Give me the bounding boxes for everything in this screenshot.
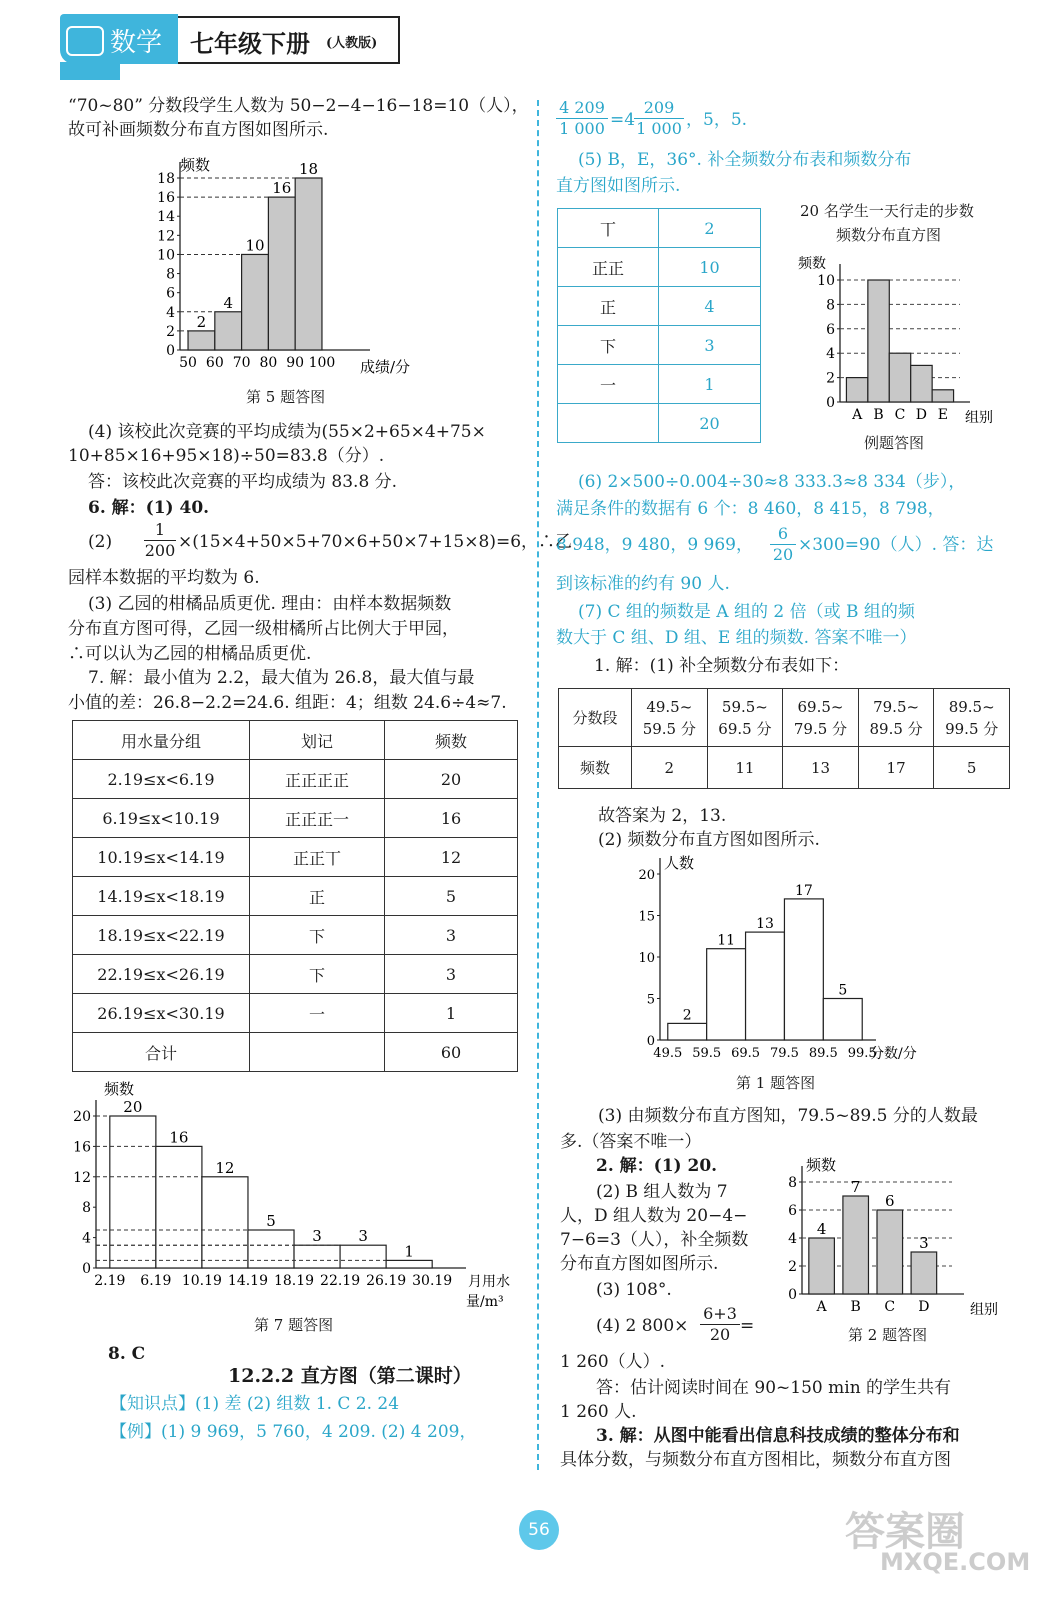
x-tick-label: B — [850, 1299, 861, 1315]
chart-title: 20 名学生一天行走的步数 — [800, 202, 974, 220]
y-tick-label: 12 — [157, 228, 175, 245]
text-line: (6) 2×500÷0.004÷30≈8 333.3≈8 334（步）， — [578, 472, 966, 492]
bar — [932, 390, 953, 402]
y-tick-label: 10 — [638, 951, 655, 966]
bar — [340, 1245, 386, 1268]
text-line: (2) — [88, 532, 113, 552]
y-tick-label: 6 — [788, 1203, 797, 1219]
bar — [868, 280, 889, 402]
x-tick-label: 6.19 — [140, 1273, 172, 1289]
x-tick-label: A — [852, 407, 863, 423]
y-tick-label: 8 — [788, 1175, 797, 1191]
y-tick-label: 0 — [826, 395, 835, 411]
bar-label: 11 — [717, 932, 736, 949]
text-line: 6. 解：(1) 40. — [88, 498, 210, 518]
bar-label: 20 — [123, 1098, 143, 1116]
x-tick-label: 79.5 — [769, 1046, 799, 1060]
x-tick-label: B — [873, 407, 884, 423]
x-tick-label: 26.19 — [366, 1273, 407, 1289]
fraction: 1 200 — [144, 520, 176, 560]
table-row: 20 — [558, 404, 761, 443]
text-line: “70~80” 分数段学生人数为 50−2−4−16−18=10（人）， — [68, 96, 529, 116]
text-line: (3) 由频数分布直方图知，79.5~89.5 分的人数最 — [598, 1106, 978, 1126]
bar-label: 7 — [850, 1178, 861, 1196]
text-line: (3) 乙园的柑橘品质更优. 理由：由样本数据频数 — [88, 594, 452, 614]
chart-title: 频数分布直方图 — [836, 226, 942, 244]
bar-label: 4 — [816, 1220, 827, 1238]
ylabel: 人数 — [664, 854, 695, 872]
bar-label: 2 — [196, 312, 207, 331]
table-row: 26.19≤x<30.19 一 1 — [73, 994, 518, 1033]
y-tick-label: 10 — [157, 247, 175, 264]
y-tick-label: 5 — [646, 992, 655, 1008]
bar — [809, 1238, 835, 1294]
x-tick-label: 80 — [259, 355, 278, 371]
x-tick-label: 30.19 — [412, 1273, 453, 1289]
chart-fig7 — [70, 1076, 530, 1316]
y-tick-label: 0 — [82, 1261, 91, 1277]
x-tick-label: E — [937, 407, 948, 423]
text-line: (3) 108°. — [596, 1280, 672, 1300]
x-tick-label: D — [915, 407, 928, 423]
bar — [668, 1023, 707, 1040]
xlabel: 组别 — [970, 1302, 998, 1318]
y-tick-label: 20 — [73, 1109, 91, 1125]
text-line: 故可补画频数分布直方图如图所示. — [68, 120, 329, 140]
bar-label: 18 — [299, 160, 319, 178]
bar-label: 12 — [215, 1158, 235, 1177]
table-row: 18.19≤x<22.19 下 3 — [73, 916, 518, 955]
text-line: ×(15×4+50×5+70×6+50×7+15×8)=6，∴乙 — [178, 532, 573, 552]
col-header: 划记 — [250, 721, 385, 760]
text-line: (2) 频数分布直方图如图所示. — [598, 830, 820, 850]
bar — [911, 1252, 937, 1294]
bar-label: 16 — [169, 1128, 189, 1147]
edition-label: (人教版) — [326, 36, 378, 51]
text-line: 【知识点】(1) 差 (2) 组数 1. C 2. 24 — [110, 1394, 400, 1414]
text-line: 1 260（人）. — [560, 1352, 666, 1372]
y-tick-label: 0 — [788, 1287, 797, 1303]
bar — [843, 1196, 869, 1294]
y-tick-label: 12 — [73, 1169, 91, 1186]
y-tick-label: 8 — [826, 297, 835, 314]
x-tick-label: 22.19 — [320, 1273, 361, 1289]
text-line: 园样本数据的平均数为 6. — [68, 568, 260, 588]
text-line: 1 260 人. — [560, 1402, 637, 1422]
bar — [386, 1260, 432, 1268]
chart-fig5 — [150, 150, 450, 380]
ylabel: 频数 — [180, 156, 211, 174]
text-line: (5) B，E，36°. 补全频数分布表和频数分布 — [578, 150, 912, 170]
bar — [202, 1177, 248, 1268]
ylabel: 频数 — [798, 256, 826, 272]
y-tick-label: 16 — [73, 1139, 91, 1156]
x-tick-label: 70 — [232, 355, 251, 371]
text-line: 数大于 C 组、D 组、E 组的频数. 答案不唯一） — [556, 628, 917, 648]
text-line: 2. 解：(1) 20. — [596, 1156, 718, 1176]
y-tick-label: 0 — [646, 1034, 655, 1049]
bar — [746, 932, 785, 1040]
y-tick-label: 20 — [638, 868, 655, 883]
text-line: (7) C 组的频数是 A 组的 2 倍（或 B 组的频 — [578, 602, 915, 622]
table-row: 一 1 — [558, 365, 761, 404]
text-line: 小值的差：26.8−2.2=24.6. 组距：4；组数 24.6÷4≈7. — [68, 693, 507, 713]
bar — [248, 1230, 294, 1268]
bar-label: 1 — [404, 1242, 414, 1261]
x-tick-label: 18.19 — [273, 1273, 315, 1289]
col-header: 频数 — [385, 721, 518, 760]
x-tick-label: D — [918, 1299, 930, 1315]
watermark-url: MXQE.COM — [880, 1548, 1031, 1576]
x-tick-label: 50 — [179, 355, 197, 371]
text-line: 【例】(1) 9 969，5 760，4 209. (2) 4 209， — [110, 1422, 477, 1442]
text-line: 满足条件的数据有 6 个：8 460，8 415，8 798， — [556, 499, 945, 519]
text-line: 答：估计阅读时间在 90~150 min 的学生共有 — [596, 1378, 952, 1398]
col-header: 用水量分组 — [73, 721, 250, 760]
bar-label: 2 — [682, 1007, 692, 1024]
fraction: 4 209 1 000 — [556, 98, 608, 139]
y-tick-label: 4 — [788, 1231, 797, 1247]
leaf-icon — [66, 26, 104, 56]
section-title: 12.2.2 直方图（第二课时） — [228, 1365, 472, 1387]
text-line: 8. C — [108, 1344, 146, 1364]
y-tick-label: 2 — [788, 1259, 797, 1275]
bar — [215, 312, 242, 350]
x-tick-label: 2.19 — [94, 1273, 126, 1289]
bar-label: 3 — [919, 1234, 929, 1252]
bar-label: 6 — [885, 1192, 895, 1210]
bar-label: 13 — [756, 916, 774, 933]
table-q7 — [72, 720, 518, 1072]
fraction: 6+3 20 — [700, 1304, 740, 1345]
text-line: 答：该校此次竞赛的平均成绩为 83.8 分. — [88, 472, 398, 492]
table-row: 正 4 — [558, 287, 761, 326]
text-line: 故答案为 2，13. — [598, 806, 727, 826]
x-tick-label: 10.19 — [181, 1273, 222, 1289]
text-line: (2) B 组人数为 7 — [596, 1182, 728, 1202]
column-divider — [537, 100, 539, 1470]
x-tick-label: 59.5 — [692, 1046, 722, 1060]
xlabel: 组别 — [965, 410, 993, 426]
xlabel: 成绩/分 — [360, 358, 411, 376]
xlabel: 分数/分 — [870, 1046, 917, 1060]
text-line: 分布直方图如图所示. — [560, 1254, 719, 1274]
bar-label: 4 — [223, 293, 233, 312]
bar — [156, 1146, 202, 1268]
text-line: 10+85×16+95×18)÷50=83.8（分）. — [68, 446, 385, 466]
text-line: ×300=90（人）. 答：达 — [798, 535, 994, 555]
bar-label: 3 — [312, 1227, 322, 1246]
figure-caption: 第 2 题答图 — [848, 1326, 928, 1344]
text-line: 分布直方图可得，乙园一级柑橘所占比例大于甲园， — [68, 619, 459, 639]
bar-label: 17 — [794, 882, 813, 899]
bar — [877, 1210, 903, 1294]
text-line: (4) 该校此次竞赛的平均成绩为(55×2+65×4+75× — [88, 422, 486, 442]
table-example — [557, 208, 761, 443]
y-tick-label: 4 — [82, 1230, 91, 1247]
table-row: 分数段 49.5~ 59.5 分 59.5~ 69.5 分 69.5~ 79.5 分 79.5~ 89.5 分 89.5~ 99.5 分 — [559, 689, 1010, 747]
table-row: 6.19≤x<10.19 正正正一 16 — [73, 799, 518, 838]
text-line: 直方图如图所示. — [556, 176, 681, 196]
bar-label: 10 — [245, 236, 265, 255]
y-tick-label: 8 — [166, 266, 175, 283]
bar-label: 5 — [266, 1212, 276, 1230]
bar-label: 5 — [838, 982, 848, 999]
bar — [242, 254, 269, 350]
page-number: 56 — [519, 1510, 559, 1550]
text-line: 人，D 组人数为 20−4− — [560, 1206, 748, 1226]
x-tick-label: 60 — [205, 355, 224, 371]
watermark-logo: 答案圈 — [845, 1509, 965, 1555]
fraction: 209 1 000 — [634, 98, 684, 139]
figure-caption: 第 1 题答图 — [736, 1074, 816, 1092]
text-line: =4 — [610, 110, 636, 130]
bar — [294, 1245, 340, 1268]
y-tick-label: 4 — [166, 304, 175, 321]
x-tick-label: 90 — [286, 355, 305, 371]
table-row: 2.19≤x<6.19 正正正正 20 — [73, 760, 518, 799]
y-tick-label: 6 — [166, 285, 175, 302]
bar — [889, 353, 910, 402]
table-row: 丅 2 — [558, 209, 761, 248]
x-tick-label: 99.5 — [847, 1046, 877, 1060]
text-line: 3. 解：从图中能看出信息科技成绩的整体分布和 — [596, 1426, 960, 1446]
text-line: 7. 解：最小值为 2.2，最大值为 26.8，最大值与最 — [88, 668, 475, 688]
y-tick-label: 16 — [157, 190, 175, 207]
text-line: 8 948，9 480，9 969， — [556, 535, 754, 555]
bar — [846, 378, 867, 402]
x-tick-label: 49.5 — [653, 1046, 683, 1060]
text-line: 到该标准的约有 90 人. — [556, 574, 730, 594]
bar — [295, 178, 322, 350]
y-tick-label: 6 — [826, 321, 835, 338]
figure-caption: 第 7 题答图 — [254, 1316, 334, 1334]
figure-caption: 第 5 题答图 — [246, 388, 326, 406]
text-line: 7−6=3（人），补全频数 — [560, 1230, 749, 1250]
text-line: ，5，5. — [686, 110, 748, 130]
y-tick-label: 15 — [638, 909, 655, 925]
text-line: 多.（答案不唯一） — [560, 1132, 702, 1152]
x-tick-label: 69.5 — [731, 1046, 761, 1060]
table-row: 频数 2 11 13 17 5 — [559, 747, 1010, 789]
chart-fig2 — [784, 1152, 1014, 1322]
y-tick-label: 2 — [826, 370, 835, 387]
text-line: 具体分数，与频数分布直方图相比，频数分布直方图 — [560, 1450, 951, 1470]
text-line: ∴可以认为乙园的柑橘品质更优. — [68, 644, 312, 664]
bar — [784, 899, 823, 1040]
xlabel-unit: 量/m³ — [466, 1294, 504, 1310]
y-tick-label: 2 — [166, 323, 175, 340]
bar — [707, 949, 746, 1040]
table-row: 正正 10 — [558, 248, 761, 287]
x-tick-label: A — [816, 1299, 827, 1315]
chart-fig1 — [630, 850, 940, 1060]
y-tick-label: 4 — [826, 346, 835, 363]
y-tick-label: 10 — [817, 273, 835, 289]
fraction: 6 20 — [770, 524, 796, 565]
y-tick-label: 18 — [157, 171, 175, 187]
y-tick-label: 8 — [82, 1200, 91, 1217]
y-tick-label: 0 — [166, 343, 175, 359]
text-line: 1. 解：(1) 补全频数分布表如下： — [594, 656, 850, 676]
x-tick-label: 14.19 — [227, 1273, 269, 1289]
x-tick-label: C — [884, 1299, 896, 1315]
figure-caption: 例题答图 — [864, 434, 925, 452]
ylabel: 频数 — [104, 1080, 135, 1098]
ylabel: 频数 — [806, 1156, 837, 1174]
bar — [188, 331, 215, 350]
table-row: 14.19≤x<18.19 正 5 — [73, 877, 518, 916]
x-tick-label: C — [894, 407, 906, 423]
book-title: 七年级下册 — [190, 29, 310, 58]
y-tick-label: 14 — [157, 209, 175, 226]
subject-label: 数学 — [110, 28, 163, 58]
bar — [268, 197, 295, 350]
chart-example — [790, 250, 1030, 430]
table-row: 合计 60 — [73, 1033, 518, 1072]
x-tick-label: 89.5 — [808, 1046, 838, 1060]
header-bar — [60, 62, 120, 80]
text-line: (4) 2 800× — [596, 1316, 689, 1336]
text-line: = — [740, 1316, 755, 1336]
bar-label: 16 — [272, 179, 292, 198]
table-row: 下 3 — [558, 326, 761, 365]
bar — [823, 999, 862, 1041]
xlabel: 月用水 — [468, 1274, 510, 1290]
bar — [911, 365, 932, 402]
table-row: 10.19≤x<14.19 正正丅 12 — [73, 838, 518, 877]
table-row: 22.19≤x<26.19 下 3 — [73, 955, 518, 994]
table-q1 — [558, 688, 1010, 789]
bar-label: 3 — [358, 1227, 368, 1246]
x-tick-label: 100 — [308, 355, 336, 371]
